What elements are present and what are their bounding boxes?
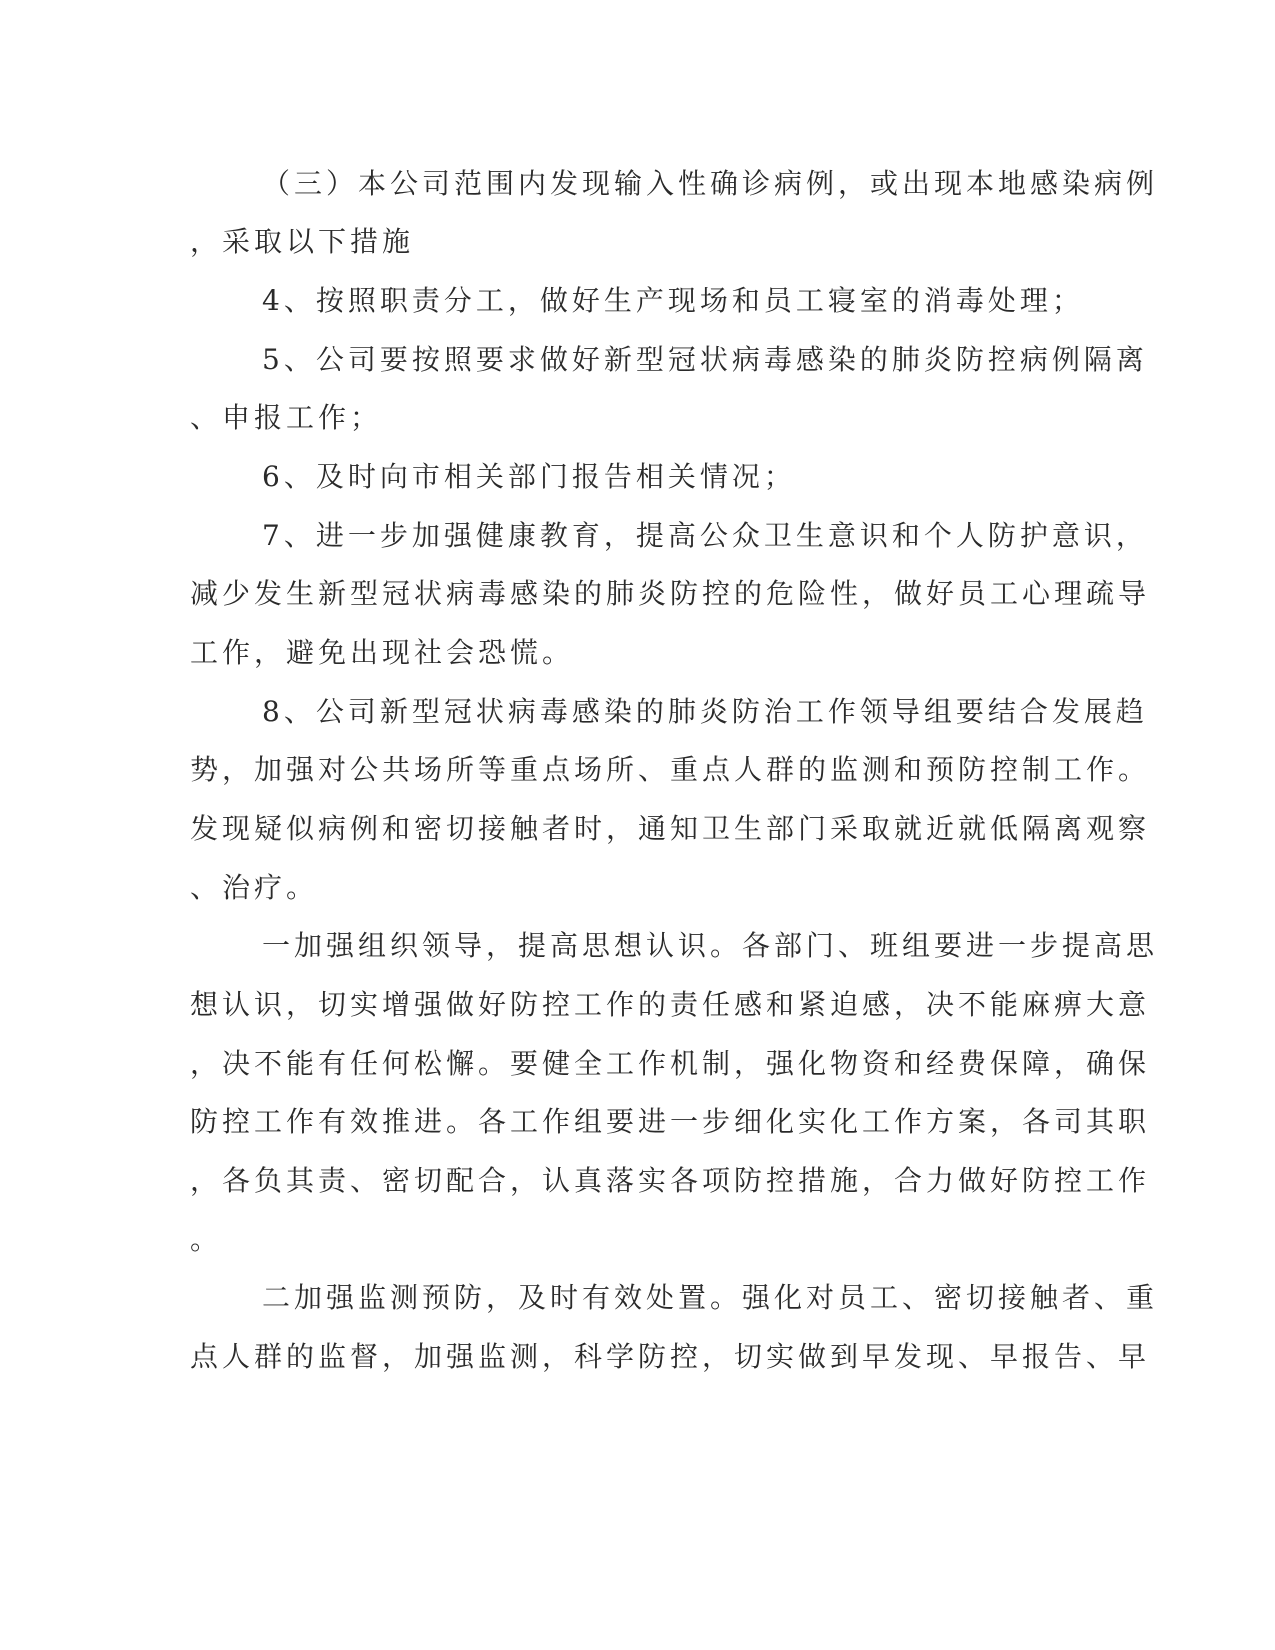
paragraph-line: 、治疗。 — [190, 871, 319, 904]
paragraph-line: 5、公司要按照要求做好新型冠状病毒感染的肺炎防控病例隔离 — [262, 343, 1148, 376]
paragraph-line: 点人群的监督，加强监测，科学防控，切实做到早发现、早报告、早 — [190, 1340, 1151, 1373]
paragraph-line: 4、按照职责分工，做好生产现场和员工寝室的消毒处理； — [262, 284, 1084, 317]
paragraph-line: 二加强监测预防，及时有效处置。强化对员工、密切接触者、重 — [262, 1281, 1159, 1314]
paragraph-line: ，各负其责、密切配合，认真落实各项防控措施，合力做好防控工作 — [190, 1164, 1151, 1197]
paragraph-line: 6、及时向市相关部门报告相关情况； — [262, 460, 796, 493]
paragraph-line: ，决不能有任何松懈。要健全工作机制，强化物资和经费保障，确保 — [190, 1047, 1151, 1080]
paragraph-line: 工作，避免出现社会恐慌。 — [190, 636, 575, 669]
paragraph-line: 7、进一步加强健康教育，提高公众卫生意识和个人防护意识， — [262, 519, 1148, 552]
paragraph-line: 势，加强对公共场所等重点场所、重点人群的监测和预防控制工作。 — [190, 753, 1151, 786]
paragraph-line: ，采取以下措施 — [190, 225, 415, 258]
paragraph-line: 想认识，切实增强做好防控工作的责任感和紧迫感，决不能麻痹大意 — [190, 988, 1151, 1021]
paragraph-line: 防控工作有效推进。各工作组要进一步细化实化工作方案，各司其职 — [190, 1105, 1151, 1138]
paragraph-line: 。 — [190, 1223, 223, 1256]
paragraph-line: 发现疑似病例和密切接触者时，通知卫生部门采取就近就低隔离观察 — [190, 812, 1151, 845]
paragraph-line: （三）本公司范围内发现输入性确诊病例，或出现本地感染病例 — [262, 167, 1159, 200]
paragraph-line: 8、公司新型冠状病毒感染的肺炎防治工作领导组要结合发展趋 — [262, 695, 1148, 728]
paragraph-line: 减少发生新型冠状病毒感染的肺炎防控的危险性，做好员工心理疏导 — [190, 577, 1151, 610]
paragraph-line: 、申报工作； — [190, 401, 383, 434]
paragraph-line: 一加强组织领导，提高思想认识。各部门、班组要进一步提高思 — [262, 929, 1159, 962]
